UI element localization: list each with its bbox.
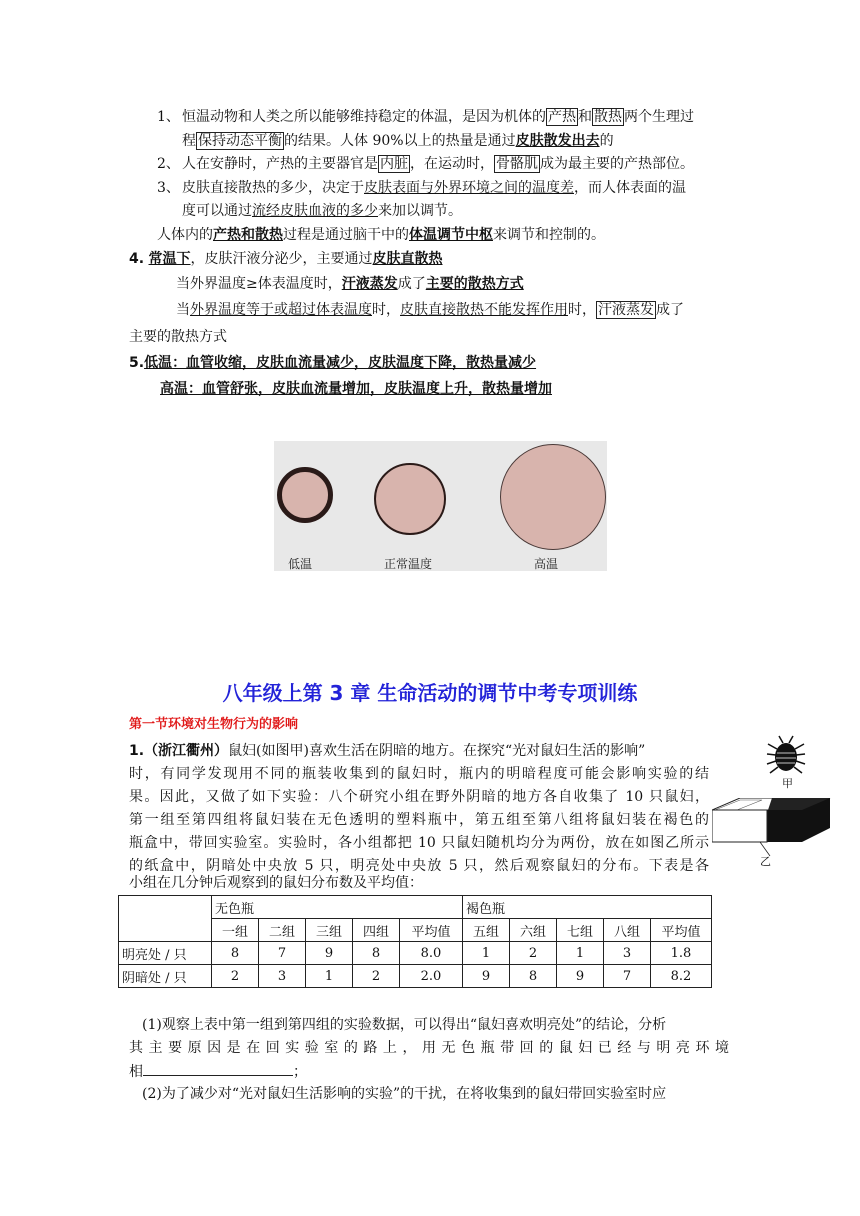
vessel-high-temp-circle [500, 444, 606, 550]
table-cell: 3 [259, 965, 306, 988]
q1-sub1-line-3: 相 ； [129, 1061, 307, 1082]
table-cell: 7 [604, 965, 651, 988]
item-1-line-1: 恒温动物和人类之所以能够维持稳定的体温，是因为机体的 产热 和 散热 两个生理过 [182, 109, 694, 125]
q1-sub1-line-2: 其主要原因是在回实验室的路上，用无色瓶带回的鼠妇已经与明亮环境 [129, 1040, 729, 1056]
item-3-line-2: 度可以通过流经皮肤血液的多少来加以调节。 [182, 203, 462, 219]
table-cell: 8 [510, 965, 557, 988]
subheader-cell: 一组 [212, 919, 259, 942]
table-header-row [119, 896, 712, 919]
q1-line-5: 的纸盒中，阴暗处中央放 5 只，明亮处中央放 5 只，然后观察鼠妇的分布。下表是各 [129, 858, 709, 874]
subheader-cell: 六组 [510, 919, 557, 942]
q1-sub1-line-1: (1)观察上表中第一组到第四组的实验数据，可以得出“鼠妇喜欢明亮处”的结论，分析 [142, 1017, 667, 1033]
subheader-cell: 七组 [557, 919, 604, 942]
subheader-cell: 三组 [306, 919, 353, 942]
table-cell: 8 [353, 942, 400, 965]
table-cell: 8.2 [651, 965, 712, 988]
vessel-normal-temp-circle [374, 463, 446, 535]
table-cell: 7 [259, 942, 306, 965]
q1-line-4: 瓶盒中，带回实验室。实验时，各小组都把 10 只鼠妇随机均分为两份，放在如图乙所示 [129, 835, 709, 851]
table-cell: 1 [463, 942, 510, 965]
vessel-diameter-figure [274, 441, 607, 571]
item-2-line: 人在安静时，产热的主要器官是 内脏 ，在运动时， 骨骼肌 成为最主要的产热部位。 [182, 156, 694, 172]
q1-line-3: 第一组至第四组将鼠妇装在无色透明的塑料瓶中，第五组至第八组将鼠妇装在褐色的 [129, 812, 709, 828]
fig-label-yi: 乙 [760, 855, 771, 868]
item-3-line-1: 皮肤直接散热的多少，决定于皮肤表面与外界环境之间的温度差，而人体表面的温 [182, 180, 686, 196]
q1-sub2-line: (2)为了减少对“光对鼠妇生活影响的实验”的干扰，在将收集到的鼠妇带回实验室时应 [142, 1086, 667, 1102]
item-1-line-2: 程 保持动态平衡 的结果。人体 90%以上的热量是通过皮肤散发出去的 [182, 133, 614, 149]
vessel-low-temp-circle [277, 467, 333, 523]
woodlouse-icon [765, 735, 809, 777]
body-heat-paragraph: 人体内的产热和散热过程是通过脑干中的体温调节中枢来调节和控制的。 [157, 227, 605, 243]
item-1-number: 1、 [157, 109, 180, 125]
answer-blank[interactable] [143, 1061, 293, 1076]
section-4-line-4: 主要的散热方式 [129, 329, 227, 345]
section-4-line-2: 当外界温度≥体表温度时，汗液蒸发成了主要的散热方式 [176, 276, 524, 292]
label-normal-temp: 正常温度 [384, 557, 433, 571]
table-cell: 9 [463, 965, 510, 988]
q1-line-6: 小组在几分钟后观察到的鼠妇分布数及平均值： [129, 875, 423, 891]
table-cell: 1 [306, 965, 353, 988]
fig-label-jia: 甲 [782, 777, 793, 790]
table-cell: 2.0 [400, 965, 463, 988]
paper-box-icon [712, 798, 842, 866]
table-cell: 2 [353, 965, 400, 988]
subheader-cell: 四组 [353, 919, 400, 942]
table-cell: 1 [557, 942, 604, 965]
subheader-cell: 八组 [604, 919, 651, 942]
label-low-temp: 低温 [288, 557, 313, 571]
table-cell: 1.8 [651, 942, 712, 965]
table-cell: 8 [212, 942, 259, 965]
subheader-cell: 二组 [259, 919, 306, 942]
table-cell: 2 [510, 942, 557, 965]
subheader-cell: 五组 [463, 919, 510, 942]
table-cell: 9 [557, 965, 604, 988]
q1-line-2: 果。因此，又做了如下实验：八个研究小组在野外阴暗的地方各自收集了 10 只鼠妇， [129, 789, 709, 805]
table-cell: 3 [604, 942, 651, 965]
subheader-cell: 平均值 [651, 919, 712, 942]
section-title: 第一节环境对生物行为的影响 [129, 717, 299, 732]
section-5-low-temp: 5.低温：血管收缩，皮肤血流量减少，皮肤温度下降，散热量减少 [129, 355, 537, 371]
section-4-line-1: 4. 常温下，皮肤汗液分泌少，主要通过皮肤直散热 [129, 251, 443, 267]
subheader-cell: 平均值 [400, 919, 463, 942]
item-3-number: 3、 [157, 180, 180, 196]
row-label: 明亮处 / 只 [119, 942, 212, 965]
section-5-high-temp: 高温：血管舒张，皮肤血流量增加，皮肤温度上升，散热量增加 [160, 381, 552, 397]
table-cell: 9 [306, 942, 353, 965]
q1-line-0: 1.（浙江衢州）鼠妇(如图甲)喜欢生活在阴暗的地方。在探究“光对鼠妇生活的影响” [129, 743, 646, 759]
table-row-dark [119, 965, 712, 988]
label-high-temp: 高温 [534, 557, 559, 571]
section-4-line-3: 当外界温度等于或超过体表温度时，皮肤直接散热不能发挥作用时， 汗液蒸发 成了 [176, 302, 684, 318]
item-2-number: 2、 [157, 156, 180, 172]
chapter-title: 八年级上第 3 章 生命活动的调节中考专项训练 [222, 681, 638, 705]
group-header-clear: 无色瓶 [212, 896, 463, 919]
table-cell: 2 [212, 965, 259, 988]
group-header-brown: 褐色瓶 [463, 896, 712, 919]
table-cell: 8.0 [400, 942, 463, 965]
q1-line-1: 时，有同学发现用不同的瓶装收集到的鼠妇时，瓶内的明暗程度可能会影响实验的结 [129, 766, 709, 782]
table-row-bright [119, 942, 712, 965]
woodlouse-distribution-table [118, 895, 712, 988]
row-label: 阴暗处 / 只 [119, 965, 212, 988]
